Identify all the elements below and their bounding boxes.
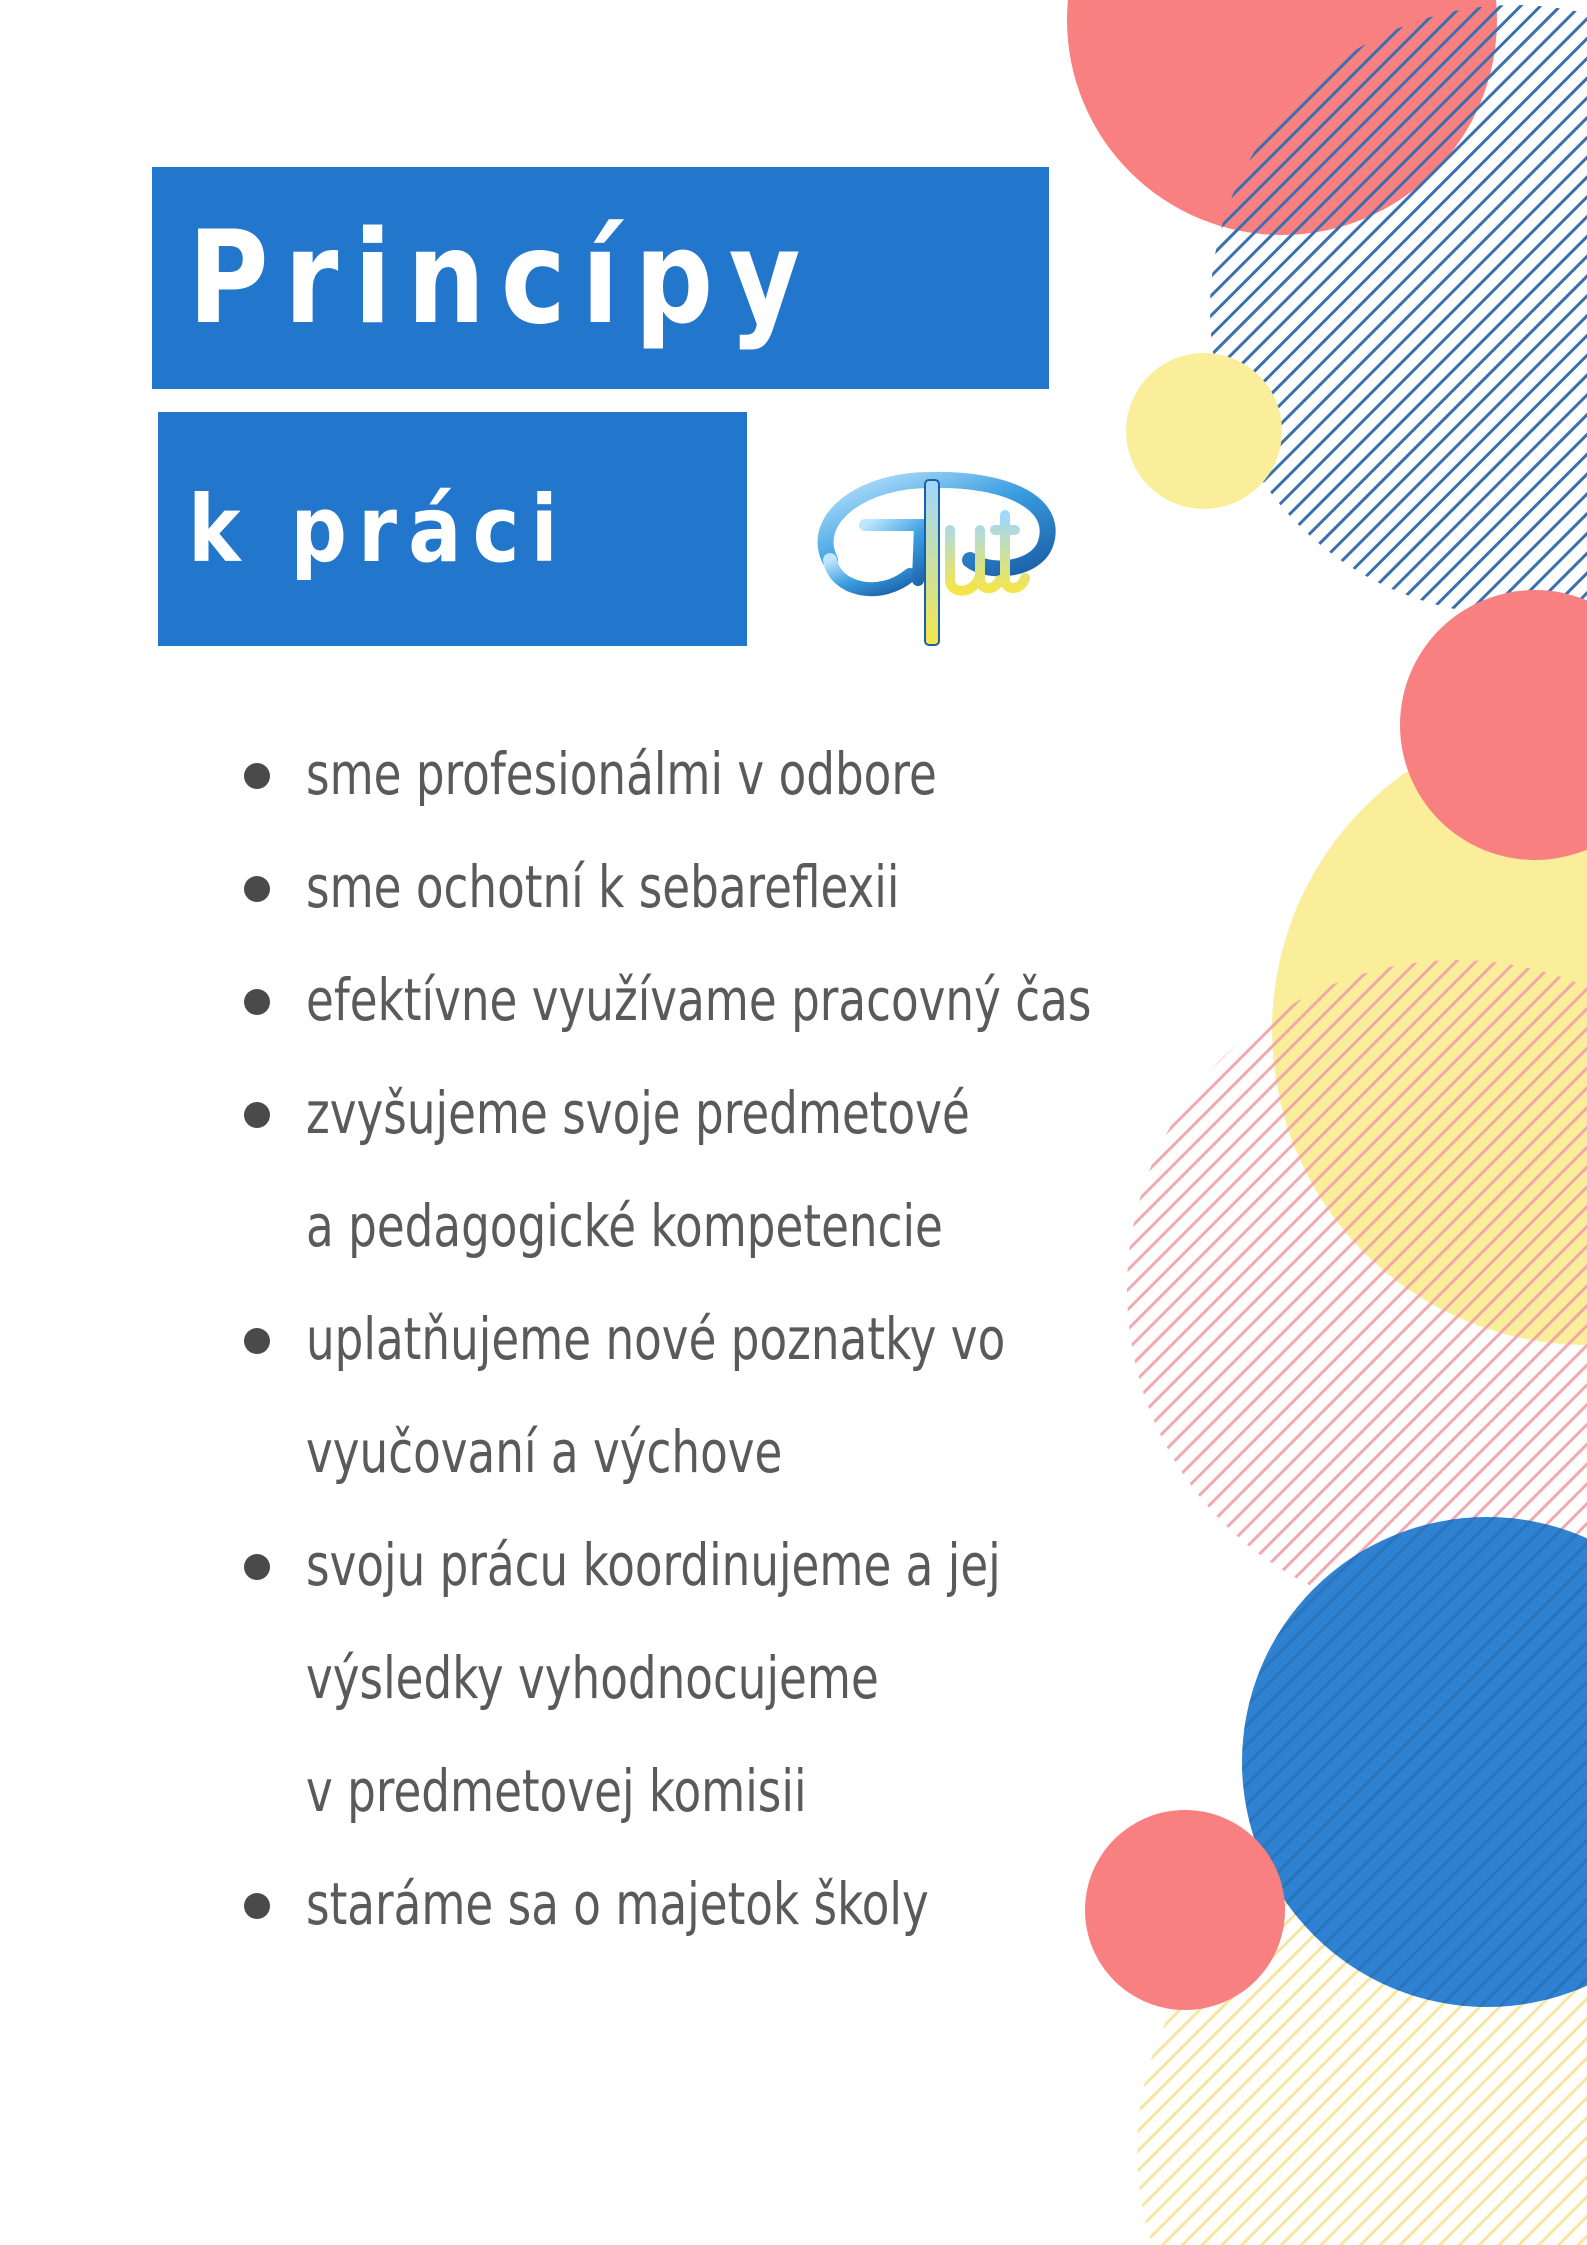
subtitle-banner (158, 412, 747, 646)
principles-list (240, 718, 1240, 1961)
bullet-icon (244, 1893, 270, 1919)
principle-item (240, 1283, 1240, 1509)
bullet-icon (244, 989, 270, 1015)
principle-line: sme profesionálmi v odbore (306, 740, 937, 808)
principle-item (240, 944, 1240, 1057)
bullet-icon (244, 1328, 270, 1354)
principle-item (240, 831, 1240, 944)
principle-item (240, 1057, 1240, 1283)
principle-line: efektívne využívame pracovný čas (306, 966, 1092, 1034)
yellow-circle-small (1126, 353, 1282, 509)
principle-text (306, 1283, 1005, 1509)
principle-line: a pedagogické kompetencie (306, 1192, 943, 1260)
bullet-icon (244, 1554, 270, 1580)
page-title: Princípy (188, 203, 816, 353)
principle-text (306, 1848, 929, 1961)
principle-line: sme ochotní k sebareflexii (306, 853, 900, 921)
title-banner (152, 167, 1049, 389)
principle-text (306, 944, 1091, 1057)
principle-text (306, 718, 937, 831)
page-subtitle: k práci (188, 475, 569, 583)
bullet-icon (244, 876, 270, 902)
principle-line: v predmetovej komisii (306, 1757, 807, 1825)
principle-line: svoju prácu koordinujeme a jej (306, 1531, 1001, 1599)
principle-text (306, 831, 899, 944)
principle-line: zvyšujeme svoje predmetové (306, 1079, 970, 1147)
principle-line: uplatňujeme nové poznatky vo (306, 1305, 1006, 1373)
principle-line: staráme sa o majetok školy (306, 1870, 929, 1938)
principle-line: vyučovaní a výchove (306, 1418, 783, 1486)
principle-text (306, 1057, 970, 1283)
school-logo-icon (790, 450, 1070, 650)
principle-text (306, 1509, 1001, 1848)
principle-item (240, 718, 1240, 831)
principle-item (240, 1848, 1240, 1961)
principle-item (240, 1509, 1240, 1848)
principle-line: výsledky vyhodnocujeme (306, 1644, 879, 1712)
bullet-icon (244, 1102, 270, 1128)
bullet-icon (244, 763, 270, 789)
